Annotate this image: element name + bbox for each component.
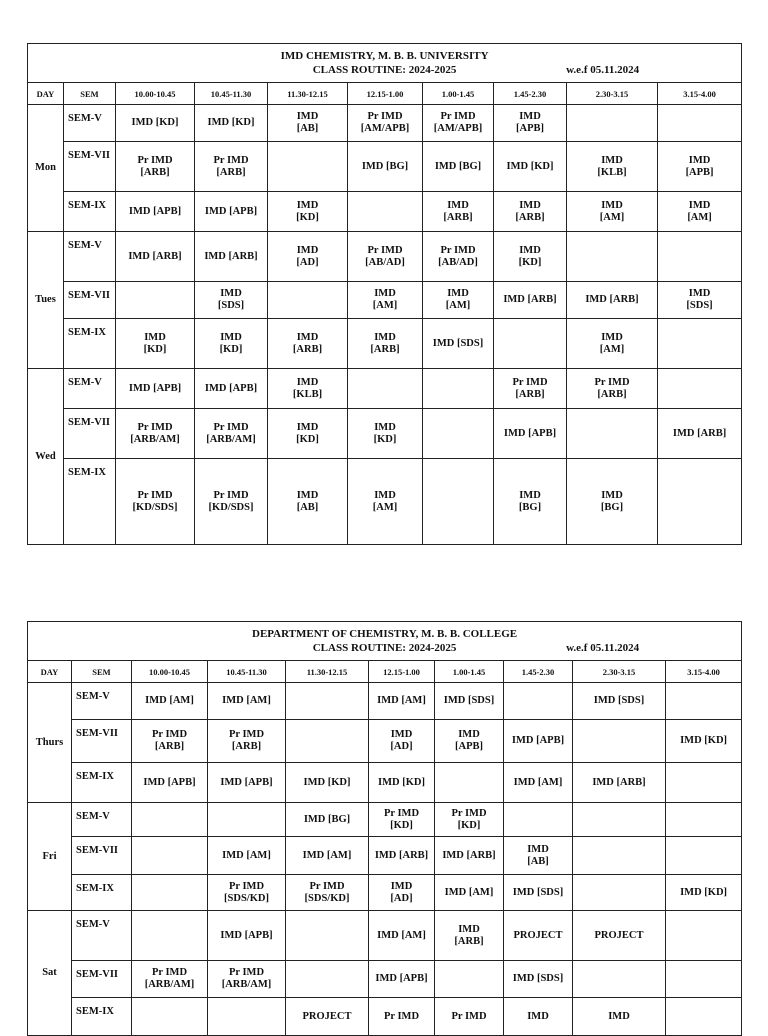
class-cell: IMD [KD] [369,763,435,803]
class-cell: IMD [AB] [268,105,348,142]
semester-label: SEM-V [64,369,116,409]
class-cell: IMD [SDS] [423,319,494,369]
class-routine-label: CLASS ROUTINE: 2024-2025 [312,642,457,654]
class-cell [567,409,658,459]
class-cell: IMD [ARB] [116,232,195,282]
header-time-slot: 10.00-10.45 [132,661,208,683]
header-time-slot: 1.45-2.30 [504,661,573,683]
class-cell [348,369,423,409]
header-day: DAY [28,661,72,683]
class-cell: IMD [KD] [494,142,567,192]
header-time-slot: 2.30-3.15 [567,83,658,105]
class-cell: IMD [APB] [208,911,286,961]
routine-subtitle-line [30,63,739,77]
class-cell [494,319,567,369]
class-cell: IMD [KD] [268,192,348,232]
class-cell [567,105,658,142]
class-cell: Pr IMD [AB/AD] [348,232,423,282]
header-time-slot: 1.45-2.30 [494,83,567,105]
class-cell: IMD [KLB] [567,142,658,192]
header-day: DAY [28,83,64,105]
class-cell: IMD [AM] [208,837,286,875]
class-cell [567,232,658,282]
routine-table-college [27,621,742,1036]
header-sem: SEM [72,661,132,683]
class-cell: Pr IMD [KD] [369,803,435,837]
schedule-row [28,142,742,192]
class-cell: PROJECT [286,998,369,1036]
class-cell: IMD [AM] [567,192,658,232]
class-cell: IMD [AD] [268,232,348,282]
class-cell: IMD [APB] [435,720,504,763]
class-cell: Pr IMD [ARB] [132,720,208,763]
class-cell: IMD [SDS] [504,961,573,998]
semester-label: SEM-VII [72,961,132,998]
class-cell [348,192,423,232]
class-cell [666,961,742,998]
class-cell: IMD [ARB] [567,282,658,319]
class-cell: IMD [AM] [369,683,435,720]
semester-label: SEM-IX [72,998,132,1036]
class-cell: Pr IMD [ARB] [208,720,286,763]
schedule-row [28,282,742,319]
class-cell: Pr IMD [ARB/AM] [116,409,195,459]
class-cell: IMD [AD] [369,875,435,911]
class-cell: IMD [AM] [132,683,208,720]
institution-title: IMD CHEMISTRY, M. B. B. UNIVERSITY [280,50,489,62]
day-label: Wed [28,369,64,545]
semester-label: SEM-V [72,683,132,720]
schedule-row [28,683,742,720]
day-label: Thurs [28,683,72,803]
class-cell [573,961,666,998]
header-time-slot: 12.15-1.00 [369,661,435,683]
header-time-slot: 3.15-4.00 [666,661,742,683]
schedule-row [28,998,742,1036]
class-cell [208,803,286,837]
schedule-row [28,409,742,459]
class-cell [658,105,742,142]
class-cell [573,803,666,837]
class-cell [666,998,742,1036]
header-time-slot: 1.00-1.45 [423,83,494,105]
schedule-row [28,192,742,232]
class-cell: Pr IMD [ARB/AM] [132,961,208,998]
header-time-slot: 3.15-4.00 [658,83,742,105]
class-cell [658,459,742,545]
class-cell: IMD [AM] [369,911,435,961]
schedule-row [28,837,742,875]
class-cell: IMD [AM] [658,192,742,232]
class-cell: IMD [ARB] [268,319,348,369]
header-time-slot: 10.45-11.30 [195,83,268,105]
class-cell: IMD [APB] [116,192,195,232]
class-cell [573,837,666,875]
class-cell: Pr IMD [KD] [435,803,504,837]
class-cell: Pr IMD [KD/SDS] [195,459,268,545]
class-routine-label: CLASS ROUTINE: 2024-2025 [312,64,457,76]
class-cell: IMD [APB] [208,763,286,803]
header-time-slot: 2.30-3.15 [573,661,666,683]
class-cell: IMD [ARB] [494,282,567,319]
class-cell: IMD [APB] [195,369,268,409]
class-cell [666,763,742,803]
class-cell: IMD [APB] [369,961,435,998]
routine-table-university [27,43,742,545]
class-cell: IMD [APB] [116,369,195,409]
class-cell [504,803,573,837]
class-cell: IMD [BG] [567,459,658,545]
class-cell: Pr IMD [ARB] [567,369,658,409]
routine-title [28,622,742,661]
semester-label: SEM-V [72,911,132,961]
class-cell: IMD [KD] [494,232,567,282]
class-cell [666,803,742,837]
class-cell: IMD [BG] [348,142,423,192]
class-cell: IMD [APB] [195,192,268,232]
class-cell: IMD [BG] [423,142,494,192]
header-time-slot: 10.45-11.30 [208,661,286,683]
class-cell: Pr IMD [SDS/KD] [286,875,369,911]
class-cell [286,961,369,998]
class-cell [268,142,348,192]
class-cell: IMD [APB] [658,142,742,192]
class-cell: IMD [BG] [286,803,369,837]
class-cell: IMD [ARB] [494,192,567,232]
day-label: Mon [28,105,64,232]
class-cell: IMD [AB] [504,837,573,875]
class-cell: Pr IMD [AM/APB] [423,105,494,142]
class-cell [573,875,666,911]
class-cell [504,683,573,720]
class-cell: IMD [AM] [348,282,423,319]
class-cell: IMD [AM] [348,459,423,545]
header-time-slot: 11.30-12.15 [286,661,369,683]
header-time-slot: 10.00-10.45 [116,83,195,105]
class-cell: IMD [SDS] [658,282,742,319]
day-label: Sat [28,911,72,1036]
class-cell: IMD [504,998,573,1036]
semester-label: SEM-V [64,232,116,282]
semester-label: SEM-VII [64,282,116,319]
routine-title [28,44,742,83]
effective-date: w.e.f 05.11.2024 [566,642,640,654]
class-cell [208,998,286,1036]
class-cell: IMD [KD] [666,875,742,911]
class-cell: IMD [AD] [369,720,435,763]
semester-label: SEM-VII [64,409,116,459]
class-cell [666,683,742,720]
class-cell [423,459,494,545]
class-cell: Pr IMD [AM/APB] [348,105,423,142]
class-cell: IMD [KD] [666,720,742,763]
semester-label: SEM-IX [72,763,132,803]
class-cell [658,369,742,409]
schedule-row [28,319,742,369]
class-cell: Pr IMD [SDS/KD] [208,875,286,911]
class-cell: Pr IMD [ARB] [494,369,567,409]
day-label: Tues [28,232,64,369]
class-cell: IMD [ARB] [573,763,666,803]
class-cell: IMD [SDS] [573,683,666,720]
semester-label: SEM-VII [72,837,132,875]
class-cell [132,875,208,911]
class-cell [132,998,208,1036]
semester-label: SEM-IX [72,875,132,911]
class-cell: IMD [ARB] [435,911,504,961]
class-cell [435,763,504,803]
class-cell [423,369,494,409]
class-cell: Pr IMD [KD/SDS] [116,459,195,545]
class-cell: IMD [ARB] [348,319,423,369]
class-cell [132,803,208,837]
schedule-row [28,763,742,803]
class-cell: Pr IMD [ARB/AM] [208,961,286,998]
class-cell: IMD [AM] [423,282,494,319]
class-cell: IMD [AM] [435,875,504,911]
class-cell: IMD [KD] [195,105,268,142]
schedule-row [28,720,742,763]
class-cell [423,409,494,459]
class-cell: IMD [AM] [208,683,286,720]
semester-label: SEM-V [64,105,116,142]
class-cell: IMD [APB] [132,763,208,803]
schedule-row [28,105,742,142]
schedule-row [28,911,742,961]
schedule-row [28,232,742,282]
schedule-row [28,459,742,545]
class-cell: Pr IMD [435,998,504,1036]
day-label: Fri [28,803,72,911]
routine-subtitle-line [30,641,739,655]
class-cell [116,282,195,319]
class-cell: IMD [ARB] [435,837,504,875]
class-cell [268,282,348,319]
class-cell: IMD [ARB] [369,837,435,875]
header-time-slot: 1.00-1.45 [435,661,504,683]
class-cell: IMD [AM] [504,763,573,803]
class-cell: IMD [SDS] [195,282,268,319]
class-cell: IMD [BG] [494,459,567,545]
semester-label: SEM-IX [64,319,116,369]
class-cell: IMD [AB] [268,459,348,545]
semester-label: SEM-IX [64,192,116,232]
class-cell [132,911,208,961]
class-cell [132,837,208,875]
class-cell: IMD [ARB] [195,232,268,282]
class-cell: IMD [AM] [286,837,369,875]
class-cell: IMD [KD] [116,319,195,369]
class-cell: IMD [SDS] [504,875,573,911]
class-cell [286,683,369,720]
class-cell [435,961,504,998]
class-cell: IMD [KD] [268,409,348,459]
class-cell: IMD [KD] [195,319,268,369]
class-cell: IMD [APB] [504,720,573,763]
class-cell: IMD [KD] [286,763,369,803]
class-cell: Pr IMD [AB/AD] [423,232,494,282]
class-cell: IMD [APB] [494,105,567,142]
class-cell: IMD [APB] [494,409,567,459]
class-cell: IMD [KD] [348,409,423,459]
schedule-row [28,961,742,998]
semester-label: SEM-VII [72,720,132,763]
class-cell: PROJECT [573,911,666,961]
semester-label: SEM-IX [64,459,116,545]
effective-date: w.e.f 05.11.2024 [566,64,640,76]
class-cell: Pr IMD [ARB] [195,142,268,192]
class-cell: Pr IMD [ARB] [116,142,195,192]
schedule-row [28,369,742,409]
class-cell [666,837,742,875]
semester-label: SEM-VII [64,142,116,192]
institution-title: DEPARTMENT OF CHEMISTRY, M. B. B. COLLEGE [252,628,518,640]
class-cell: Pr IMD [369,998,435,1036]
class-cell: IMD [ARB] [658,409,742,459]
class-cell [666,911,742,961]
class-cell: IMD [KD] [116,105,195,142]
schedule-row [28,803,742,837]
class-cell [658,319,742,369]
class-cell: IMD [SDS] [435,683,504,720]
class-cell: Pr IMD [ARB/AM] [195,409,268,459]
semester-label: SEM-V [72,803,132,837]
class-cell [286,720,369,763]
class-cell [658,232,742,282]
schedule-row [28,875,742,911]
class-cell: IMD [KLB] [268,369,348,409]
class-cell [286,911,369,961]
header-sem: SEM [64,83,116,105]
class-cell [573,720,666,763]
class-cell: PROJECT [504,911,573,961]
class-cell: IMD [AM] [567,319,658,369]
header-time-slot: 12.15-1.00 [348,83,423,105]
class-cell: IMD [573,998,666,1036]
header-time-slot: 11.30-12.15 [268,83,348,105]
class-cell: IMD [ARB] [423,192,494,232]
